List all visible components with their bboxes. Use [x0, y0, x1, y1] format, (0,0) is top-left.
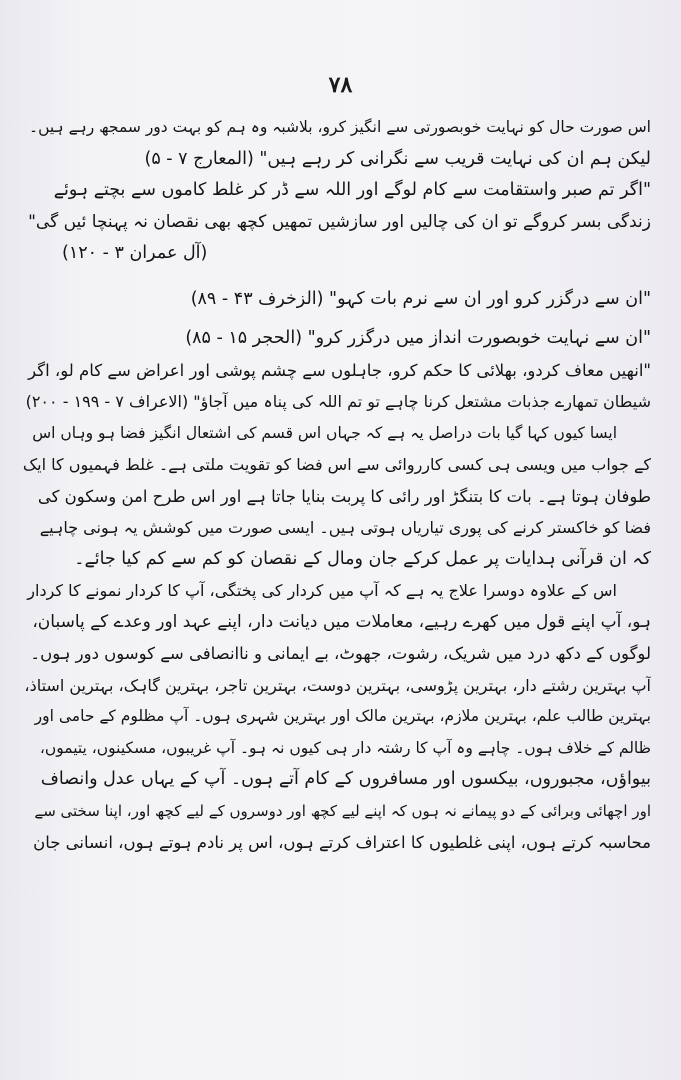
paragraph-start-line: ایسا کیوں کہا گیا بات دراصل یہ ہے کہ جہاں اس قسم کی اشتعال انگیز فضا ہو وہاں اس	[32, 423, 617, 442]
paragraph-start-line: اس کے علاوہ دوسرا علاج یہ ہے کہ آپ میں کردار کی پختگی، آپ کا کردار نمونے کا کردار	[27, 581, 617, 600]
text-line: شیطان تمھارے جذبات مشتعل کرنا چاہے تو تم اللہ کی پناہ میں آجاؤ" (الاعراف ۷ - ۱۹۹ - ۲۰۰)	[25, 392, 651, 411]
text-line: کے جواب میں ویسی ہی کسی کارروائی سے اس فضا کو تقویت ملتی ہے۔ غلط فہمیوں کا ایک	[22, 455, 651, 474]
text-line: آپ بہترین رشتے دار، بہترین پڑوسی، بہترین دوست، بہترین تاجر، بہترین گاہک، بہترین استاذ،	[24, 675, 651, 695]
text-line: بیواؤں، مجبوروں، بیکسوں اور مسافروں کے کام آتے ہوں۔ آپ کے یہاں عدل وانصاف	[40, 769, 651, 789]
text-line: لیکن ہم ان کی نہایت قریب سے نگرانی کر رہے ہیں" (المعارج ۷ - ۵)	[144, 148, 651, 169]
text-line: "ان سے نہایت خوبصورت انداز میں درگزر کرو" (الحجر ۱۵ - ۸۵)	[185, 328, 651, 348]
spacer	[22, 270, 651, 284]
spacer	[22, 315, 651, 323]
text-line: فضا کو خاکستر کرنے کی پوری تیاریاں ہوتی ہیں۔ ایسی صورت میں کوشش یہ ہونی چاہیے	[39, 518, 651, 537]
text-line: "انھیں معاف کردو، بھلائی کا حکم کرو، جاہلوں سے چشم پوشی اور اعراض سے کام لو، اگر	[28, 360, 651, 380]
text-line: ہو، آپ اپنے قول میں کھرے رہیے، معاملات میں دیانت دار، اپنے عہد اور وعدے کے پاسبان،	[32, 611, 651, 632]
text-line: طوفان ہوتا ہے۔ بات کا بتنگڑ اور رائی کا پربت بنایا جاتا ہے اور اس طرح امن وسکون کی	[37, 486, 651, 506]
reference-line: (آل عمران ۳ - ۱۲۰)	[62, 243, 208, 263]
text-line: "اگر تم صبر واستقامت سے کام لوگے اور اللہ سے ڈر کر غلط کاموں سے بچتے ہوئے	[53, 180, 651, 200]
text-line: بہترین طالب علم، بہترین ملازم، بہترین مالک اور بہترین شہری ہوں۔ آپ مظلوم کے حامی اور	[34, 707, 651, 725]
text-line: زندگی بسر کروگے تو ان کی چالیں اور سازشیں تمھیں کچھ بھی نقصان نہ پہنچا ئیں گی"	[28, 211, 651, 232]
text-line: اس صورت حال کو نہایت خوبصورتی سے انگیز کرو، بلاشبہ وہ ہم کو بہت دور سمجھ رہے ہیں۔	[29, 118, 651, 136]
text-line: محاسبہ کرتے ہوں، اپنی غلطیوں کا اعتراف کرتے ہوں، اس پر نادم ہوتے ہوں، انسانی جان	[33, 833, 651, 852]
text-line: اور اچھائی وبرائی کے دو پیمانے نہ ہوں کہ اپنے لیے کچھ اور دوسروں کے لیے کچھ اور، اپنا سختی سے	[34, 801, 651, 820]
text-line: ظالم کے خلاف ہوں۔ چاہے وہ آپ کا رشتہ دار ہی کیوں نہ ہو۔ آپ غریبوں، مسکینوں، یتیموں،	[39, 738, 651, 757]
page-number: ۷۸	[328, 72, 353, 98]
text-line: "ان سے درگزر کرو اور ان سے نرم بات کہو" (الزخرف ۴۳ - ۸۹)	[190, 288, 651, 309]
page-body	[22, 112, 651, 859]
text-line: لوگوں کے دکھ درد میں شریک، رشوت، جھوٹ، بے ایمانی و ناانصافی سے کوسوں دور ہوں۔	[30, 644, 651, 663]
text-line: کہ ان قرآنی ہدایات پر عمل کرکے جان ومال کے نقصان کو کم سے کم کیا جائے۔	[74, 548, 651, 569]
